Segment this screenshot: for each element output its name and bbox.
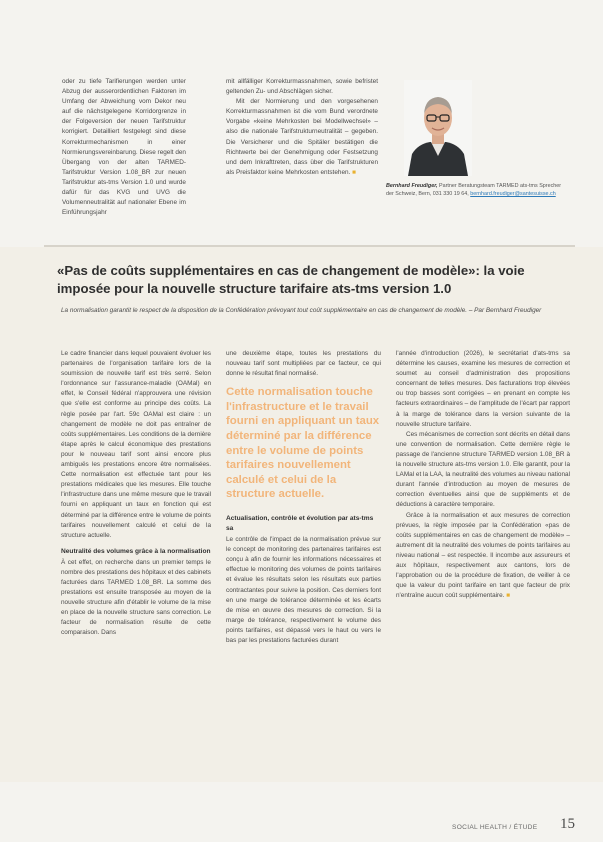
author-caption (386, 182, 564, 198)
caption-role: Partner Beratungsteam TARMED ats-tms Sprecher der Schweiz, Bern, (386, 183, 562, 198)
caption-name: Bernhard Freudiger, (386, 183, 438, 189)
article-title: «Pas de coûts supplémentaires en cas de changement de modèle»: la voie imposée pour la nouvelle structure tarifaire ats-tms version 1.0 (57, 263, 525, 296)
article-column-1 (61, 349, 211, 779)
top-column-1 (62, 77, 186, 227)
article-column-3 (396, 349, 570, 779)
paragraph: mit allfälliger Korrekturmassnahmen, sowie befristet geltenden Zu- und Abschlägen sicher. (226, 78, 378, 96)
page-number: 15 (560, 816, 575, 832)
section-heading-monitoring: Actualisation, contrôle et évolution par ats-tms sa (226, 515, 374, 533)
article-column-2 (226, 349, 381, 779)
author-portrait (404, 80, 472, 176)
article-end-mark-icon: ■ (506, 592, 511, 600)
paragraph: l'année d'introduction (2026), le secrétariat d'ats-tms sa détermine les causes, examine les mesures de correction et soumet au conseil d'administration des propositions concernant de telles mesures. Des facturations trop élevées ou trop basses sont corrigées – en prenant en compte les facteurs extraordinaires – de l'amplitude de l'écart par rapport à la marge de tolérance dans la version suivante de la nouvelle structure tarifaire. (396, 350, 570, 428)
footer-publication-label: SOCIAL HEALTH / ÉTUDE (452, 824, 538, 831)
article-lead: La normalisation garantit le respect de la disposition de la Confédération prévoyant tout coût supplémentaire en cas de changement de modèle. – Par Bernhard Freudiger (61, 307, 542, 314)
top-column-2 (226, 77, 378, 227)
paragraph: Le contrôle de l'impact de la normalisation prévue sur le concept de monitoring des partenaires tarifaires est conçu à afin de fournir les informations nécessaires et effectue le monitoring des volumes de points tarifaires et évalue les résultats selon les résultats eux parties contractantes pour suivre la position. Ces derniers font en une marge de tolérance déterminée et les écarts de mise en œuvre des mesures de correction. Si la marge de tolérance, respectivement le volume des points tarifaires, est dépassé vers le haut ou vers le bas par les prestations facturées durant (226, 536, 381, 644)
section-heading-normalisation: Neutralité des volumes grâce à la normalisation (61, 547, 211, 555)
paragraph: Mit der Normierung und den vorgesehenen Korrekturmassnahmen ist die vom Bund verordnete Vorgabe «keine Mehrkosten bei Modellwechsel» – also die nationale Tarifstrukturneutralität – gegeben. Die Versicherer und die Spitäler bestätigen die Richtwerte bei der Genehmigung oder Festsetzung und dem Inkrafttreten, dass über die Tarifstrukturen als Preisfaktor keine Mehrkosten entstehen. ■ (226, 98, 378, 176)
article-end-mark-icon: ■ (352, 168, 356, 176)
paragraph: oder zu tiefe Tarifierungen werden unter Abzug der ausserordentlichen Faktoren im Umfang der Abweichung vom Dekor neu auf die nächstgelegene Korridorgrenze in der Folgeversion der neuen Tarifstruktur korrigiert. Detailliert festgelegt sind diese Korrekturmechanismen in einer Normierungsvereinbarung. Diese regelt den Übergang von der alten TARMED-Tarifstruktur Version 1.08_BR zur neuen Tarifstruktur ats-tms Version 1.0 und wurde dafür für das KVG und UVG die Volumenneutralität auf nationaler Ebene im Einführungsjahr (62, 78, 186, 217)
pull-quote: Cette normalisation touche l'infrastructure et le travail fourni en appliquant un taux déterminé par la différence entre le volume de points tarifaires nouvellement calculé et celui de la structure actuelle. (226, 386, 380, 501)
paragraph: Ces mécanismes de correction sont décrits en détail dans une convention de normalisation. Cette dernière règle le passage de l'ancienne structure TARMED version 1.08_BR à la nouvelle structure ats-tms version 1.0. Elle garantit, pour la LAMal et la LAA, la neutralité des volumes au niveau national durant l'année d'introduction au moyen de mesures de correction éventuelles ainsi que de suppléments et de déductions à caractère temporaire. (396, 430, 570, 509)
paragraph: une deuxième étape, toutes les prestations du nouveau tarif sont multipliées par ce facteur, ce qui donne le résultat final normalisé. (226, 350, 381, 378)
caption-phone: 031 330 19 64, (432, 191, 469, 198)
paragraph: Grâce à la normalisation et aux mesures de correction prévues, la règle imposée par la Confédération «pas de coûts supplémentaires en cas de changement de modèle» – autrement dit la neutralité des volumes de points tarifaires au niveau national – est respectée. Il incombe aux assureurs et aux hôpitaux, respectivement aux cantons, lors de l'approbation ou de la procédure de fixation, de veiller à ce que la valeur du point tarifaire en tant que facteur de prix n'entraîne aucun coût supplémentaire. ■ (396, 511, 570, 600)
paragraph: Le cadre financier dans lequel pouvaient évoluer les partenaires de l'organisation tarifaire lors de la soumission de nouvelle tarif est très serré. Selon l'ordonnance sur l'assurance-maladie (OAMal) en effet, le Conseil fédéral n'approuvera une révision que s'elle est conforme au principe des coûts. La règle posée par l'art. 59c OAMal est claire : un changement de modèle ne doit pas entraîner de coûts supplémentaires. Les conditions de la dernière étape après le calcul économique des prestations pour le nouveau tarif sont ainsi encore plus ambiguës les prestations encore être normalisées. Cette normalisation est effectuée tant pour les prestations médicales que les mesures. Elle touche l'infrastructure dans une même mesure que le travail fourni en appliquant un taux en fonction qui est déterminé par la différence entre le volume de points tarifaires nouvellement calculé et celui de la structure actuelle. (61, 350, 211, 539)
caption-email-link[interactable]: bernhard.freudiger@santesuisse.ch (470, 191, 556, 198)
paragraph: À cet effet, on recherche dans un premier temps le nombre des prestations des hôpitaux et des cabinets facturées dans TARMED 1.08_BR. La somme des prestations est ensuite transposée au moyen de la nouvelle structure afin d'établir le volume de la mise en place de la nouvelle structure sans correction. Le facteur de normalisation résulte de cette comparaison. Dans (61, 558, 211, 637)
